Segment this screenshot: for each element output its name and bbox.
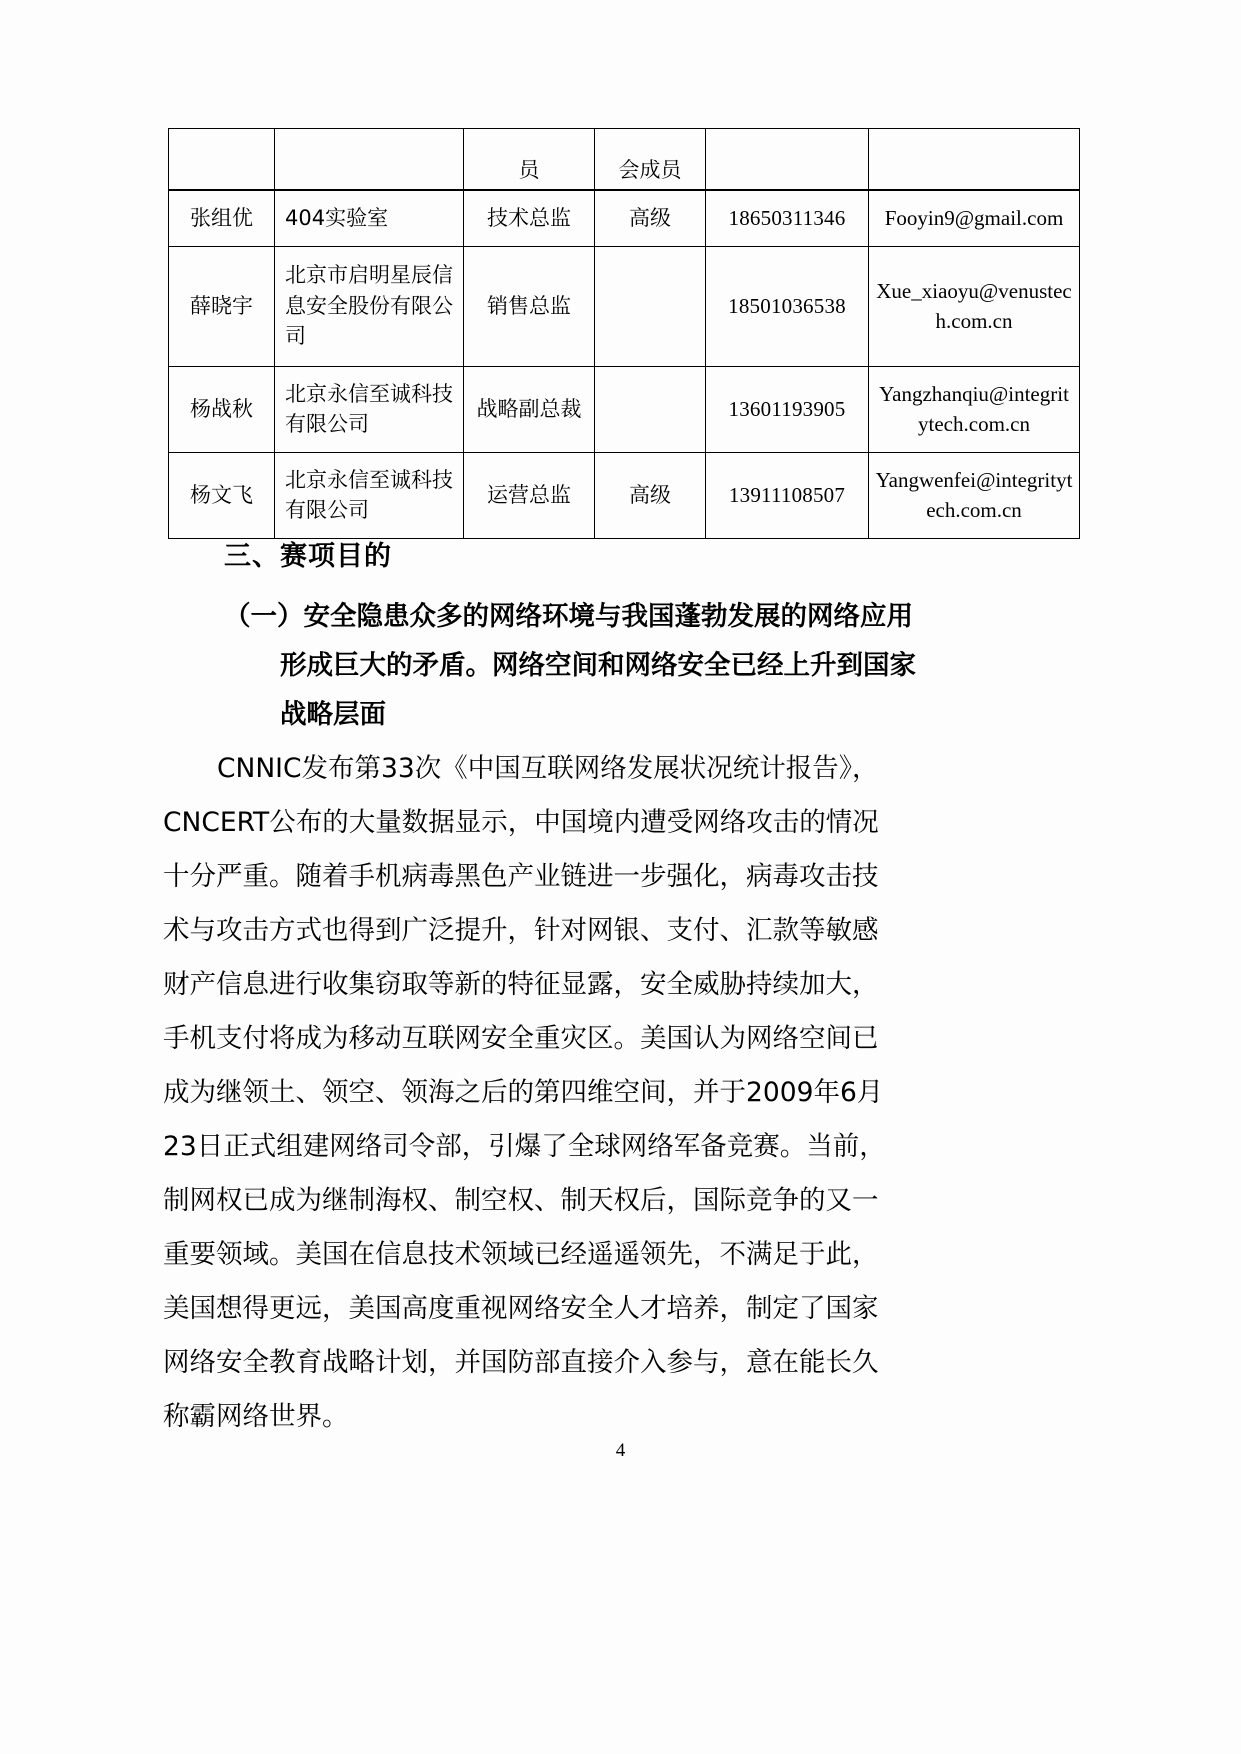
paragraph-line-13: 称霸网络世界。	[163, 1401, 349, 1432]
header-cont-cell-phone	[706, 129, 869, 191]
header-cont-cell-title: 员	[464, 129, 595, 191]
paragraph-line-10: 重要领域。美国在信息技术领域已经遥遥领先，不满足于此，	[163, 1239, 879, 1270]
paragraph-line-6: 手机支付将成为移动互联网安全重灾区。美国认为网络空间已	[163, 1023, 879, 1054]
cell-phone: 18501036538	[706, 246, 869, 366]
paragraph-line-4: 术与攻击方式也得到广泛提升，针对网银、支付、汇款等敏感	[163, 915, 879, 946]
cell-level	[595, 366, 706, 452]
expert-members-table	[168, 128, 1080, 539]
header-cont-cell-name	[169, 129, 275, 191]
paragraph-line-7: 成为继领土、领空、领海之后的第四维空间，并于2009年6月	[163, 1077, 884, 1108]
header-cont-cell-org	[275, 129, 464, 191]
cell-title: 销售总监	[464, 246, 595, 366]
cell-title: 技术总监	[464, 190, 595, 246]
paragraph-line-8: 23日正式组建网络司令部，引爆了全球网络军备竞赛。当前，	[163, 1131, 886, 1162]
cell-email: Xue_xiaoyu@venustech.com.cn	[869, 246, 1080, 366]
cell-level: 高级	[595, 190, 706, 246]
subsection-heading-line-3: 战略层面	[280, 699, 386, 730]
body-paragraph	[163, 742, 963, 1444]
cell-org: 北京永信至诚科技有限公司	[275, 366, 464, 452]
table-row	[169, 246, 1080, 366]
cell-phone: 18650311346	[706, 190, 869, 246]
cell-name: 杨文飞	[169, 452, 275, 538]
header-cont-cell-level: 会成员	[595, 129, 706, 191]
cell-level: 高级	[595, 452, 706, 538]
cell-org: 北京永信至诚科技有限公司	[275, 452, 464, 538]
cell-org: 404实验室	[275, 190, 464, 246]
table-row	[169, 452, 1080, 538]
paragraph-line-9: 制网权已成为继制海权、制空权、制天权后，国际竞争的又一	[163, 1185, 879, 1216]
cell-name: 张组优	[169, 190, 275, 246]
cell-title: 运营总监	[464, 452, 595, 538]
cell-email: Yangwenfei@integritytech.com.cn	[869, 452, 1080, 538]
table-row	[169, 190, 1080, 246]
table-header-continuation-row	[169, 129, 1080, 191]
paragraph-line-1: CNNIC发布第33次《中国互联网络发展状况统计报告》，	[217, 753, 879, 784]
subsection-heading-line-2: 形成巨大的矛盾。网络空间和网络安全已经上升到国家	[280, 650, 916, 681]
paragraph-line-12: 网络安全教育战略计划，并国防部直接介入参与，意在能长久	[163, 1347, 879, 1378]
cell-phone: 13601193905	[706, 366, 869, 452]
cell-email: Fooyin9@gmail.com	[869, 190, 1080, 246]
table-row	[169, 366, 1080, 452]
page-number: 4	[615, 1440, 626, 1461]
cell-email: Yangzhanqiu@integritytech.com.cn	[869, 366, 1080, 452]
paragraph-line-5: 财产信息进行收集窃取等新的特征显露，安全威胁持续加大，	[163, 969, 879, 1000]
cell-name: 薛晓宇	[169, 246, 275, 366]
subsection-heading	[224, 592, 964, 739]
cell-title: 战略副总裁	[464, 366, 595, 452]
section-heading: 三、赛项目的	[224, 541, 392, 572]
header-cont-cell-email	[869, 129, 1080, 191]
cell-name: 杨战秋	[169, 366, 275, 452]
paragraph-line-11: 美国想得更远，美国高度重视网络安全人才培养，制定了国家	[163, 1293, 879, 1324]
cell-org: 北京市启明星辰信息安全股份有限公司	[275, 246, 464, 366]
cell-level	[595, 246, 706, 366]
paragraph-line-3: 十分严重。随着手机病毒黑色产业链进一步强化，病毒攻击技	[163, 861, 879, 892]
paragraph-line-2: CNCERT公布的大量数据显示，中国境内遭受网络攻击的情况	[163, 807, 879, 838]
subsection-heading-line-1: （一）安全隐患众多的网络环境与我国蓬勃发展的网络应用	[224, 601, 913, 632]
cell-phone: 13911108507	[706, 452, 869, 538]
